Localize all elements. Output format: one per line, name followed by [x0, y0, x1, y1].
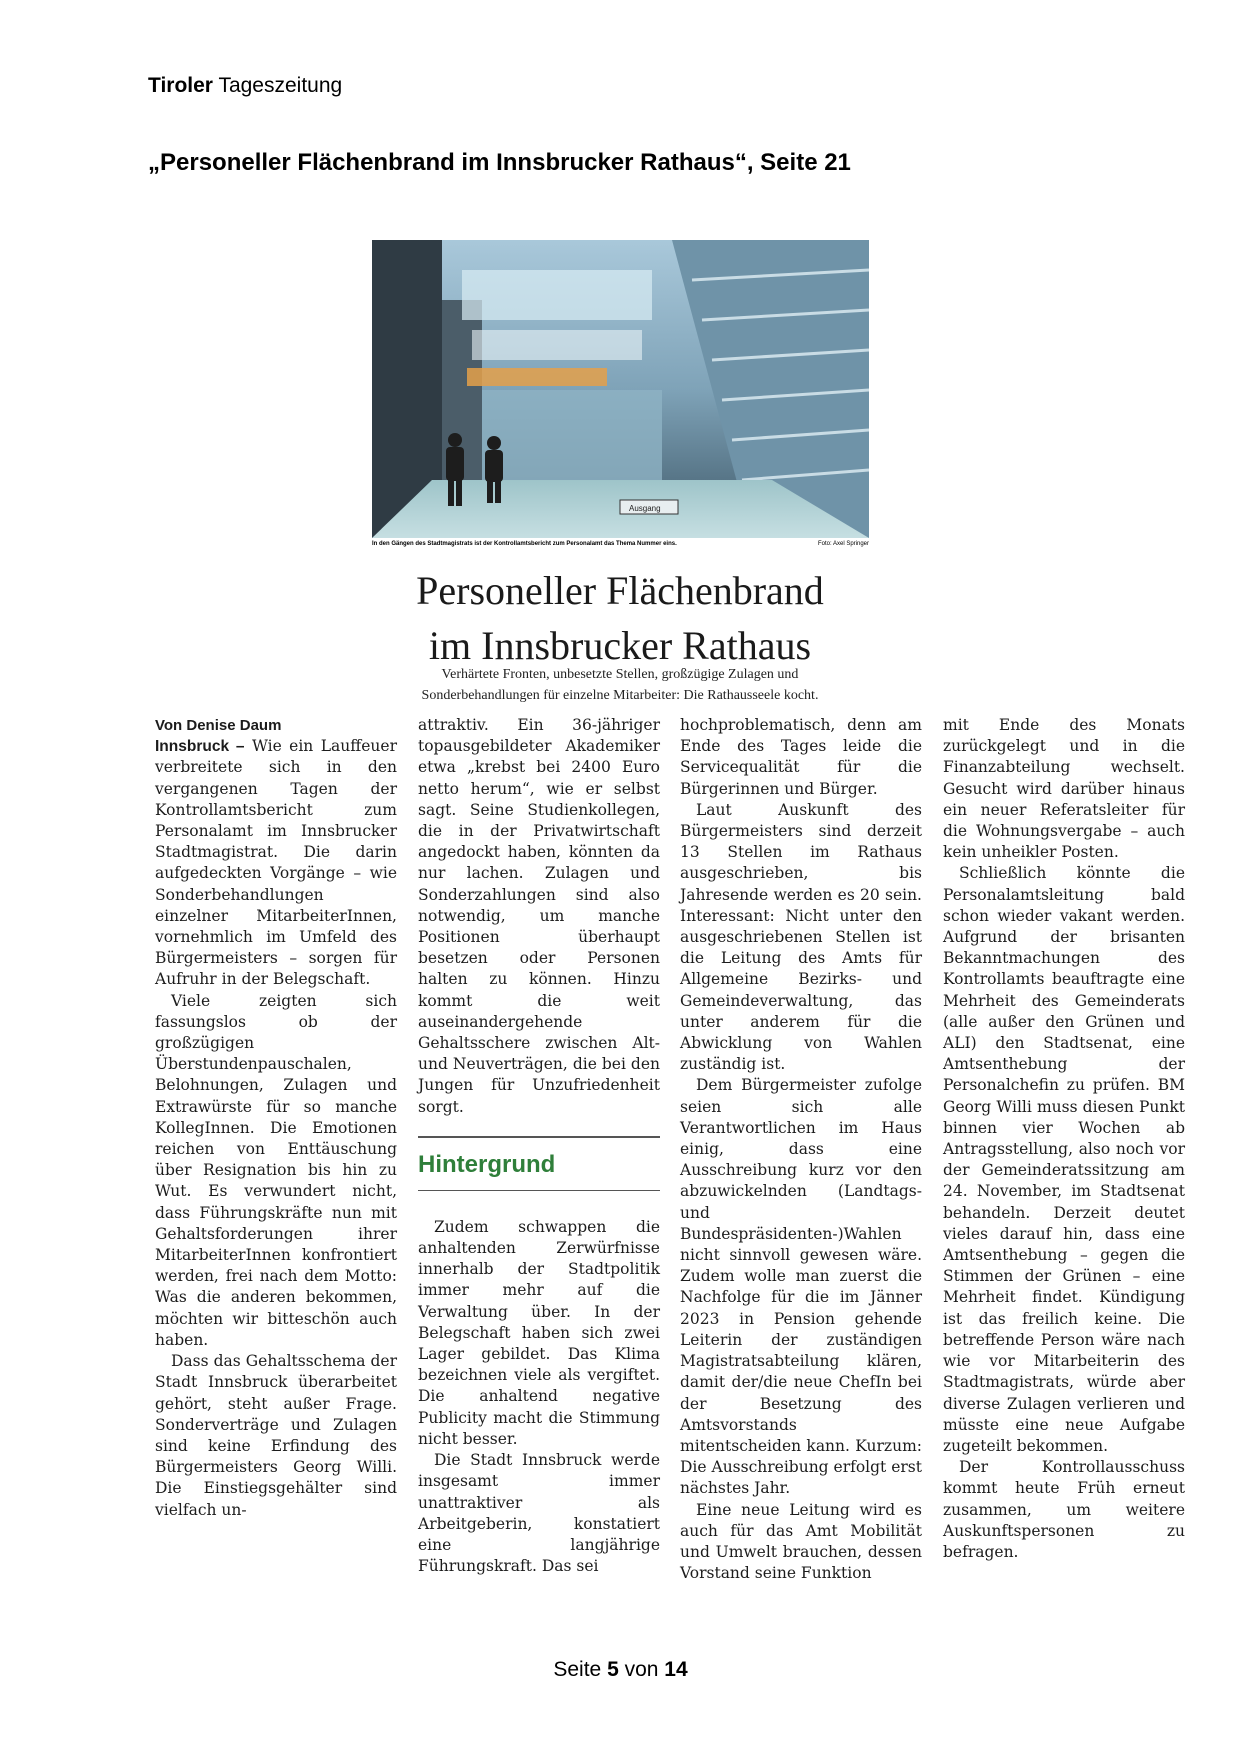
exit-sign-text: Ausgang [629, 504, 661, 513]
paragraph: Zudem schwappen die anhaltenden Zerwürfnisse innerhalb der Stadtpolitik immer mehr auf die Verwaltung über. In der Belegschaft haben sich zwei Lager gebildet. Das Klima bezeichnen viele als vergiftet. Die anhaltend negative Publicity macht die Stimmung nicht besser. [418, 1217, 660, 1448]
paragraph: Die Stadt Innsbruck werde insgesamt immer unattraktiver als Arbeitgeberin, konstatiert eine langjährige Führungskraft. Das sei [418, 1451, 660, 1576]
photo-illustration [372, 240, 869, 538]
byline: Von Denise Daum [155, 717, 282, 734]
photo-caption: In den Gängen des Stadtmagistrats ist der Kontrollamtsbericht zum Personalamt das Thema Nummer eins. [372, 541, 677, 547]
photo-caption-row [372, 541, 869, 551]
box-rule-top [418, 1136, 660, 1138]
article-column-4 [943, 715, 1185, 1563]
article-title-line-1: Personeller Flächenbrand [416, 568, 824, 613]
paragraph: attraktiv. Ein 36-jähriger topausgebildeter Akademiker etwa „krebst bei 2400 Euro netto herum“, wie er selbst sagt. Seine Studienkollegen, die in der Privatwirtschaft angedockt haben, könnten da nur lachen. Zulagen und Sonderzahlungen sind also notwendig, um manche Positionen überhaupt besetzen oder Personen halten zu können. Hinzu kommt die weit auseinandergehende Gehaltsschere zwischen Alt- und Neuverträgen, die bei den Jungen für Unzufriedenheit sorgt. [418, 716, 660, 1116]
page-number [0, 1658, 1241, 1682]
page-number-prefix: Seite [553, 1658, 602, 1681]
publication-name [148, 74, 342, 98]
article-subtitle-line-1: Verhärtete Fronten, unbesetzte Stellen, großzügige Zulagen und [441, 667, 799, 682]
paragraph [155, 736, 397, 990]
paragraph: mit Ende des Monats zurückgelegt und in die Finanzabteilung wechselt. Gesucht wird darüber hinaus ein neuer Referatsleiter für die Wohnungsvergabe – auch kein unheikler Posten. [943, 716, 1185, 862]
paragraph: Dass das Gehaltsschema der Stadt Innsbruck überarbeitet gehört, steht außer Frage. Sonderverträge und Zulagen sind keine Erfindung des Bürgermeisters Georg Willi. Die Einstiegsgehälter sind vielfach un- [155, 1352, 397, 1519]
paragraph: Der Kontrollausschuss kommt heute Früh erneut zusammen, um weitere Auskunftspersonen zu befragen. [943, 1458, 1185, 1561]
article-title [340, 563, 900, 673]
page-number-middle: von [624, 1658, 659, 1681]
photo-credit: Foto: Axel Springer [817, 541, 869, 547]
paragraph: Laut Auskunft des Bürgermeisters sind derzeit 13 Stellen im Rathaus ausgeschrieben, bis Jahresende werden es 20 sein. Interessant: Nicht unter den ausgeschriebenen Stellen ist die Leitung des Amts für Allgemeine Bezirks- und Gemeindeverwaltung, das unter anderem für die Abwicklung von Wahlen zuständig ist. [680, 800, 922, 1074]
article-column-3 [680, 715, 922, 1584]
box-title-hintergrund: Hintergrund [418, 1150, 556, 1178]
article-column-1 [155, 715, 397, 1521]
paragraph: Viele zeigten sich fassungslos ob der großzügigen Überstundenpauschalen, Belohnungen, Zulagen und Extrawürste für so manche KollegInnen. Die Emotionen reichen von Enttäuschung über Resignation bis hin zu Wut. Es verwundert nicht, dass Führungskräfte nun mit Gehaltsforderungen ihrer MitarbeiterInnen konfrontiert werden, frei nach dem Motto: Was die anderen bekommen, möchten wir bitteschön auch haben. [155, 991, 397, 1349]
clipping-headline: „Personeller Flächenbrand im Innsbrucker Rathaus“, Seite 21 [148, 149, 851, 176]
article-subtitle-line-2: Sonderbehandlungen für einzelne Mitarbeiter: Die Rathausseele kocht. [421, 688, 819, 703]
publication-name-rest: Tageszeitung [218, 74, 343, 97]
article-subtitle [370, 664, 870, 706]
paragraph: Eine neue Leitung wird es auch für das Amt Mobilität und Umwelt brauchen, dessen Vorstand seine Funktion [680, 1500, 922, 1583]
page-number-current: 5 [607, 1658, 619, 1681]
page-number-total: 14 [664, 1658, 688, 1681]
article-column-2 [418, 715, 660, 1577]
article-photo [372, 240, 869, 538]
paragraph: Dem Bürgermeister zufolge seien sich alle Verantwortlichen im Haus einig, dass eine Ausschreibung kurz vor den abzuwickelnden (Landtags- und Bundespräsidenten-)Wahlen nicht sinnvoll gewesen wäre. Zudem wolle man zuerst die Nachfolge für die im Jänner 2023 in Pension gehende Leiterin der zuständigen Magistratsabteilung klären, damit der/die neue ChefIn bei der Besetzung des Amtsvorstands mitentscheiden kann. Kurzum: Die Ausschreibung erfolgt erst nächstes Jahr. [680, 1076, 922, 1498]
paragraph: Schließlich könnte die Personalamtsleitung bald schon wieder vakant werden. Aufgrund der brisanten Bekanntmachungen des Kontrollamts beauftragte eine Mehrheit des Gemeinderats (alle außer den Grünen und ALI) den Stadtsenat, eine Amtsenthebung der Personalchefin zu prüfen. BM Georg Willi muss diesen Punkt binnen vier Wochen ab Antragsstellung, also noch vor der Gemeinderatssitzung am 24. November, im Stadtsenat behandeln. Derzeit deutet vieles darauf hin, dass eine Amtsenthebung – gegen die Stimmen der Grünen – eine Mehrheit findet. Kündigung ist das freilich keine. Die betreffende Person wäre nach wie vor Mitarbeiterin des Stadtmagistrats, würde aber diverse Zulagen verlieren und müsste eine neue Aufgabe zugeteilt bekommen. [943, 864, 1185, 1455]
box-rule-bottom [418, 1190, 660, 1191]
paragraph: hochproblematisch, denn am Ende des Tages leide die Servicequalität für die Bürgerinnen und Bürger. [680, 716, 922, 798]
article-title-line-2: im Innsbrucker Rathaus [428, 623, 812, 668]
dateline: Innsbruck – [155, 738, 245, 756]
publication-name-bold: Tiroler [148, 74, 213, 97]
paragraph-text: Wie ein Lauffeuer verbreitete sich in den vergangenen Tagen der Kontrollamtsbericht zum Personalamt im Innsbrucker Stadtmagistrat. Die darin aufgedeckten Vorgänge – wie Sonderbehandlungen einzelner MitarbeiterInnen, vornehmlich im Umfeld des Bürgermeisters – sorgen für Aufruhr in der Belegschaft. [155, 737, 397, 989]
